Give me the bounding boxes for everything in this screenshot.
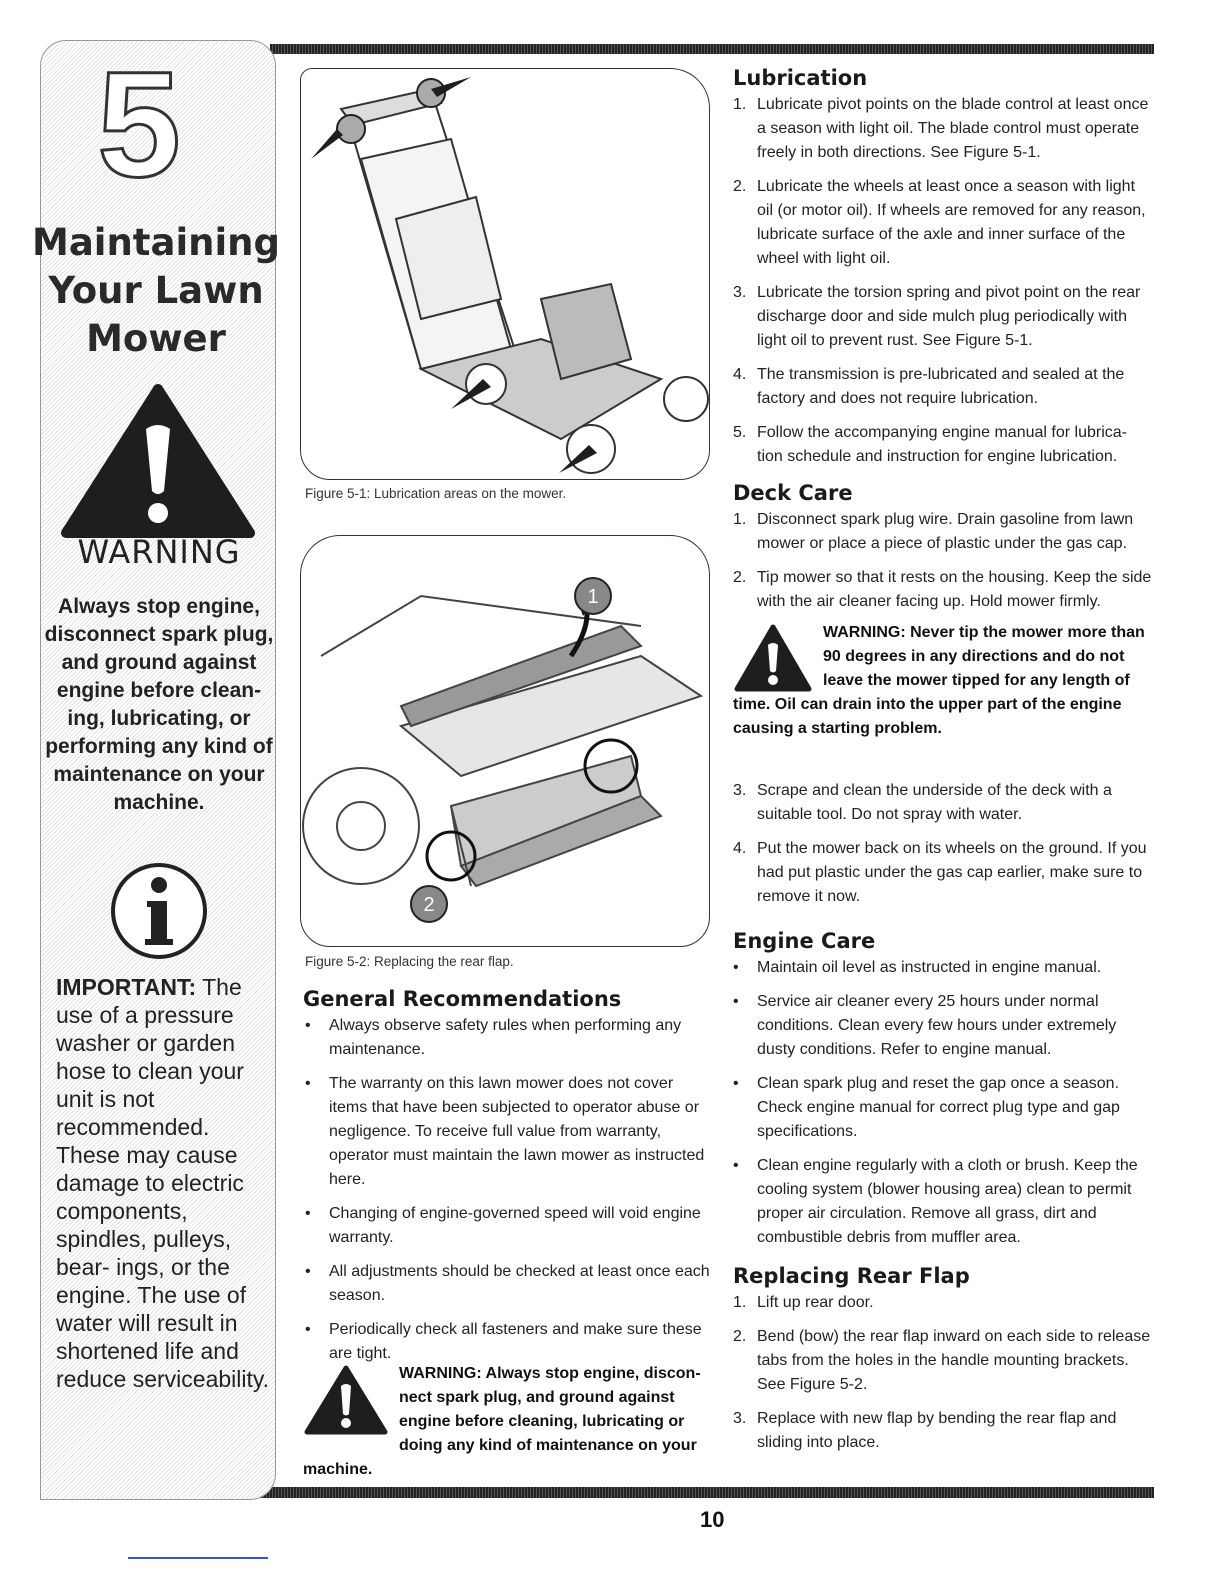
list-item: 3. Scrape and clean the underside of the deck with a suitable tool. Do not spray with water. <box>733 782 1112 823</box>
deck-care-list-a <box>733 508 1153 624</box>
list-item: • The warranty on this lawn mower does not cover items that have been subjected to operator abuse or negligence. To receive full value from warranty, operator must maintain the lawn mower as instructed here. <box>305 1075 705 1188</box>
important-label: IMPORTANT: <box>56 974 197 1000</box>
list-item: • Periodically check all fasteners and make sure these are tight. <box>305 1321 702 1362</box>
callout-1: 1 <box>587 586 599 608</box>
chapter-title-line-1: Maintaining <box>32 221 280 264</box>
general-warning-text: WARNING: Always stop engine, discon- nect spark plug, and ground against engine before cleaning, lubricating or doing any kind of maintenance on your machine. <box>303 1365 701 1478</box>
list-item: 1. Lift up rear door. <box>733 1294 874 1311</box>
chapter-title-line-2: Your Lawn <box>48 269 264 312</box>
figure-replacing-rear-flap <box>300 535 710 947</box>
warning-triangle-icon <box>303 1364 389 1436</box>
deck-care-list-b <box>733 779 1153 919</box>
deck-warning-text: WARNING: Never tip the mower more than 90 degrees in any directions and do not leave the mower tipped for any length of time. Oil can drain into the upper part of the engine causing a starting problem. <box>733 624 1145 737</box>
deck-care-heading: Deck Care <box>733 481 853 505</box>
list-item: 4. The transmission is pre-lubricated and sealed at the factory and does not require lubrication. <box>733 366 1125 407</box>
bottom-rule <box>258 1487 1154 1498</box>
list-item: • Clean spark plug and reset the gap once a season. Check engine manual for correct plug type and gap specifications. <box>733 1075 1120 1140</box>
list-item: 3. Lubricate the torsion spring and pivot point on the rear discharge door and side mulch plug periodically with light oil to prevent rust. See Figure 5-1. <box>733 284 1141 349</box>
list-item: 5. Follow the accompanying engine manual for lubrica- tion schedule and instruction for engine lubrication. <box>733 424 1127 465</box>
list-item: • Maintain oil level as instructed in engine manual. <box>733 959 1102 976</box>
list-item: 2. Lubricate the wheels at least once a season with light oil (or motor oil). If wheels are removed for any reason, lubricate surface of the axle and inner surface of the wheel with light oil. <box>733 178 1146 267</box>
lubrication-heading: Lubrication <box>733 66 868 90</box>
lubrication-list <box>733 93 1153 479</box>
list-item: • Always observe safety rules when performing any maintenance. <box>305 1017 682 1058</box>
list-item: 4. Put the mower back on its wheels on the ground. If you had put plastic under the gas cap earlier, make sure to remove it now. <box>733 840 1147 905</box>
list-item: 2. Bend (bow) the rear flap inward on each side to release tabs from the holes in the handle mounting brackets. See Figure 5-2. <box>733 1328 1151 1393</box>
general-warning <box>303 1362 713 1482</box>
warning-label: WARNING <box>77 533 241 571</box>
warning-triangle-icon <box>733 623 813 693</box>
list-item: • Clean engine regularly with a cloth or brush. Keep the cooling system (blower housing area) clean to permit proper air circulation. Remove all grass, dirt and combustible debris from muffler area. <box>733 1157 1138 1246</box>
general-recommendations-list <box>305 1014 715 1376</box>
page-number: 10 <box>700 1507 725 1532</box>
deck-warning <box>733 621 1153 741</box>
list-item: 3. Replace with new flap by bending the rear flap and sliding into place. <box>733 1410 1117 1451</box>
chapter-sidebar <box>32 40 280 1500</box>
chapter-title-line-3: Mower <box>86 317 226 360</box>
rear-flap-illustration <box>301 536 710 947</box>
list-item: 1. Lubricate pivot points on the blade control at least once a season with light oil. The blade control must operate freely in both directions. See Figure 5-1. <box>733 96 1149 161</box>
top-rule <box>270 44 1154 54</box>
engine-care-list <box>733 956 1153 1260</box>
callout-2: 2 <box>423 894 435 916</box>
chapter-title <box>26 219 286 363</box>
general-recommendations-heading: General Recommendations <box>303 987 622 1011</box>
list-item: 1. Disconnect spark plug wire. Drain gasoline from lawn mower or place a piece of plastic under the gas cap. <box>733 511 1134 552</box>
replacing-rear-flap-heading: Replacing Rear Flap <box>733 1264 970 1288</box>
important-note <box>56 973 271 1393</box>
warning-text: Always stop engine, disconnect spark plug, and ground against engine before clean- ing, lubricating, or performing any kind of maintenance on your machine. <box>44 595 274 814</box>
link-underline <box>128 1557 268 1559</box>
replacing-rear-flap-list <box>733 1291 1153 1465</box>
chapter-number: 5 <box>97 40 181 208</box>
engine-care-heading: Engine Care <box>733 929 876 953</box>
figure-2-caption: Figure 5-2: Replacing the rear flap. <box>305 954 514 969</box>
warning-triangle-icon <box>58 381 258 541</box>
list-item: • Service air cleaner every 25 hours under normal conditions. Clean every few hours under extremely dusty conditions. Refer to engine manual. <box>733 993 1117 1058</box>
important-text: The use of a pressure washer or garden hose to clean your unit is not recommended. These may cause damage to electric components, spindles, pulleys, bear- ings, or the engine. The use of water will result in shortened life and reduce serviceability. <box>56 974 270 1392</box>
info-icon <box>109 861 209 961</box>
list-item: • All adjustments should be checked at least once each season. <box>305 1263 710 1304</box>
list-item: • Changing of engine-governed speed will void engine warranty. <box>305 1205 701 1246</box>
lawn-mower-illustration <box>301 69 710 480</box>
figure-lubrication-areas <box>300 68 710 480</box>
figure-1-caption: Figure 5-1: Lubrication areas on the mower. <box>305 486 567 501</box>
list-item: 2. Tip mower so that it rests on the housing. Keep the side with the air cleaner facing up. Hold mower firmly. <box>733 569 1152 610</box>
